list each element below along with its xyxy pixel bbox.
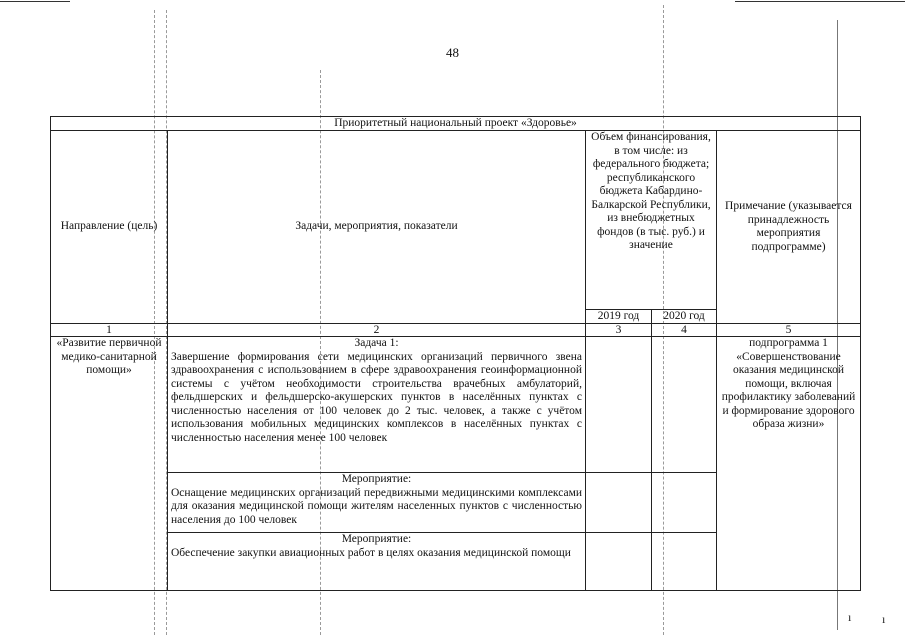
table-row [51, 337, 861, 473]
activity-heading: Мероприятие: [341, 533, 412, 545]
header-row [51, 131, 861, 310]
note-cell: подпрограмма 1 «Совершенствование оказания медицинской помощи, включая профилактику заболеваний и формирование здорового образа жизни» [717, 337, 861, 591]
column-number: 5 [717, 324, 861, 337]
value-2019-cell [586, 533, 652, 591]
scan-mark: ı [848, 610, 852, 624]
scan-top-line-left [0, 1, 70, 2]
value-2020-cell [652, 337, 717, 473]
column-number: 3 [586, 324, 652, 337]
page-number: 48 [446, 45, 459, 60]
column-number-row [51, 324, 861, 337]
value-2019-cell [586, 337, 652, 473]
table-title-row [51, 117, 861, 131]
header-year-2020: 2020 год [652, 310, 717, 324]
activity-cell [168, 473, 586, 533]
activity-cell [168, 533, 586, 591]
value-2020-cell [652, 473, 717, 533]
activity-text: Обеспечение закупки авиационных работ в целях оказания медицинской помощи [171, 546, 571, 559]
header-financing: Объем финансирования, в том числе: из федерального бюджета; республиканского бюджета Кабардино-Балкарской Республики, из внебюджетных фондов (в тыс. руб.) и значение [586, 131, 717, 310]
program-table [50, 116, 861, 591]
task-cell [168, 337, 586, 473]
task-heading: Задача 1: [354, 337, 399, 349]
column-number: 1 [51, 324, 168, 337]
task-text: Завершение формирования сети медицинских организаций первичного звена здравоохранения с использованием в сфере здравоохранения геоинформационной системы с учётом необходимости строительства врачебных амбулаторий, фельдшерских и фельдшерско-акушерских пунктов в населённых пунктах с численностью населения от 100 человек до 2 тыс. человек, а также с учётом использования мобильных медицинских комплексов в населённых пунктах с численностью населения менее 100 человек [171, 350, 582, 444]
value-2019-cell [586, 473, 652, 533]
header-note: Примечание (указывается принадлежность мероприятия подпрограмме) [717, 131, 861, 324]
header-direction: Направление (цель) [51, 131, 168, 324]
column-number: 4 [652, 324, 717, 337]
scan-mark: ı [882, 612, 886, 626]
value-2020-cell [652, 533, 717, 591]
header-year-2019: 2019 год [586, 310, 652, 324]
scan-top-line-right [735, 1, 905, 2]
activity-heading: Мероприятие: [341, 473, 412, 485]
column-number: 2 [168, 324, 586, 337]
direction-cell: «Развитие первичной медико-санитарной помощи» [51, 337, 168, 591]
header-tasks: Задачи, мероприятия, показатели [168, 131, 586, 324]
table-title: Приоритетный национальный проект «Здоровье» [51, 117, 861, 131]
activity-text: Оснащение медицинских организаций передвижными медицинскими комплексами для оказания медицинской помощи жителям населенных пунктов с численностью населения до 100 человек [171, 486, 582, 526]
